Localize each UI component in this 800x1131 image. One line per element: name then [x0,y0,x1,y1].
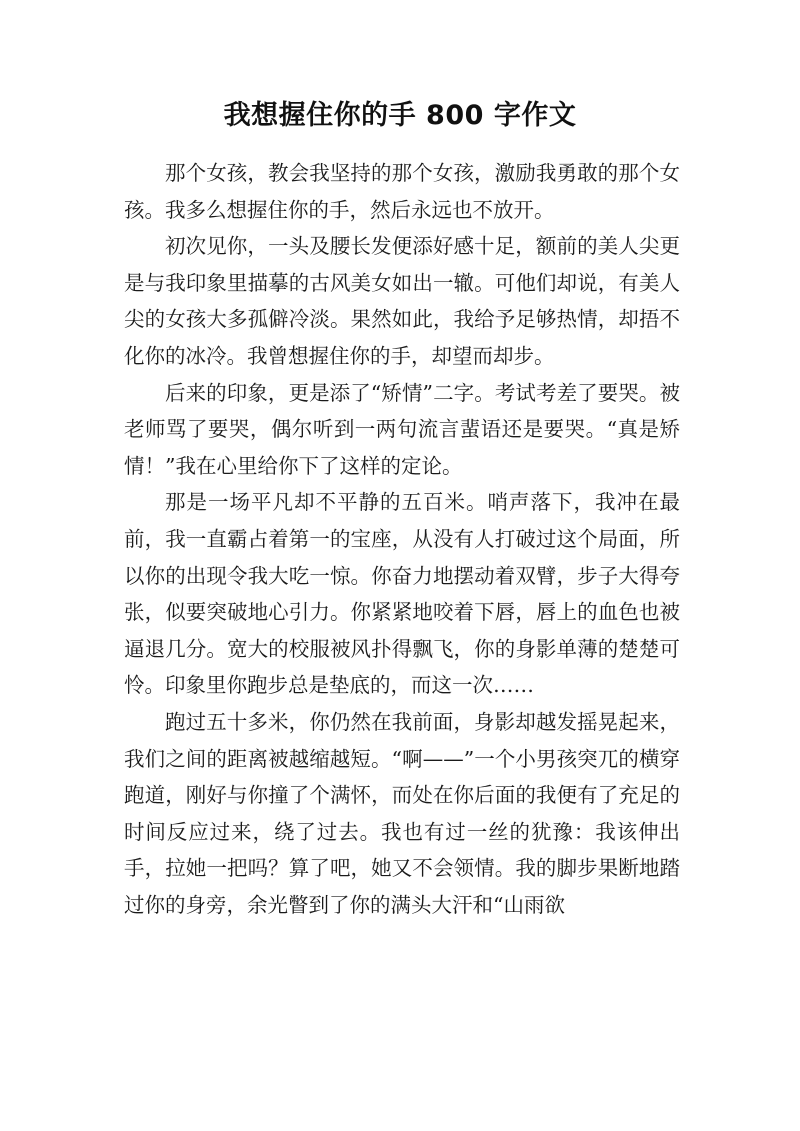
paragraph: 那个女孩，教会我坚持的那个女孩，激励我勇敢的那个女孩。我多么想握住你的手，然后永远也不放开。 [124,161,680,222]
essay-body [124,155,680,923]
document-title: 我想握住你的手 800 字作文 [223,100,577,131]
paragraph: 初次见你，一头及腰长发便添好感十足，额前的美人尖更是与我印象里描摹的古风美女如出一辙。可他们却说，有美人尖的女孩大多孤僻冷淡。果然如此，我给予足够热情，却捂不化你的冰冷。我曾想握住你的手，却望而却步。 [124,234,680,368]
paragraph: 后来的印象，更是添了“矫情”二字。考试考差了要哭。被老师骂了要哭，偶尔听到一两句流言蜚语还是要哭。“真是矫情！”我在心里给你下了这样的定论。 [124,380,680,478]
paragraph: 那是一场平凡却不平静的五百米。哨声落下，我冲在最前，我一直霸占着第一的宝座，从没有人打破过这个局面，所以你的出现令我大吃一惊。你奋力地摆动着双臂，步子大得夸张，似要突破地心引力。你紧紧地咬着下唇，唇上的血色也被逼退几分。宽大的校服被风扑得飘飞，你的身影单薄的楚楚可怜。印象里你跑步总是垫底的，而这一次…… [124,490,680,698]
paragraph: 跑过五十多米，你仍然在我前面，身影却越发摇晃起来，我们之间的距离被越缩越短。“啊——”一个小男孩突兀的横穿跑道，刚好与你撞了个满怀，而处在你后面的我便有了充足的时间反应过来，绕了过去。我也有过一丝的犹豫：我该伸出手，拉她一把吗？算了吧，她又不会领情。我的脚步果断地踏过你的身旁，余光瞥到了你的满头大汗和“山雨欲 [124,709,680,917]
